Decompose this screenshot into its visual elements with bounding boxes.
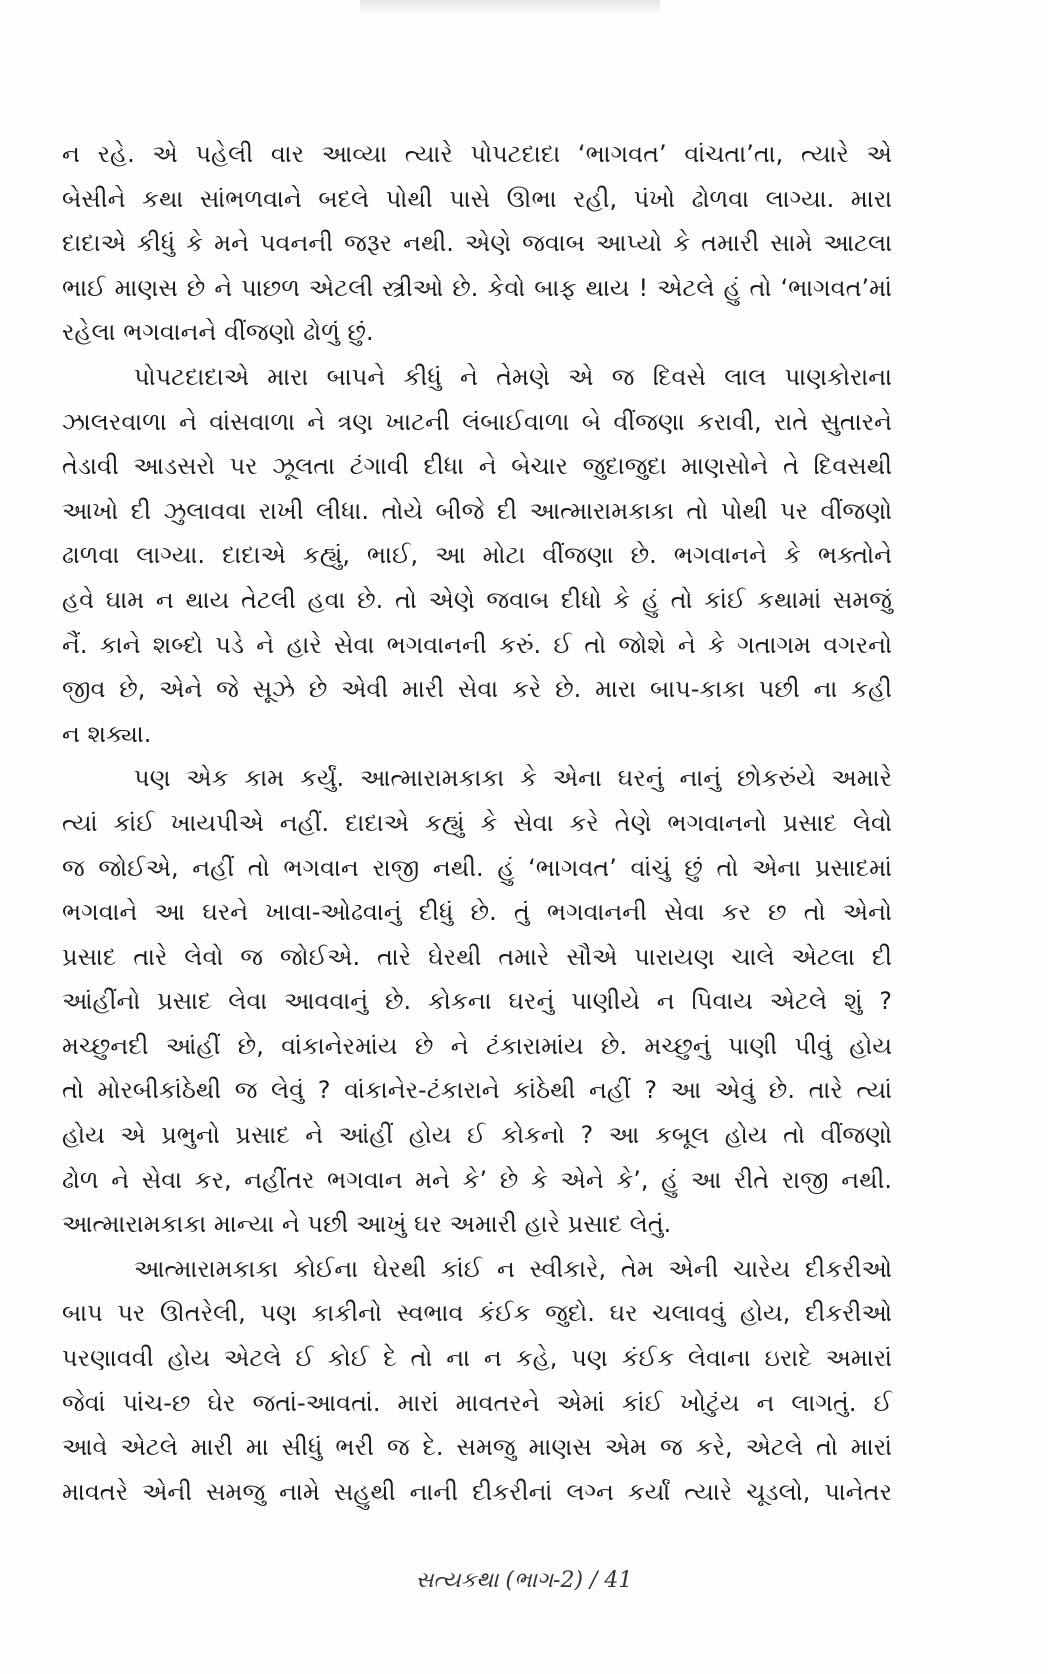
- text-line: નૈં. કાને શબ્દો પડે ને હારે સેવા ભગવાનની કરું. ઈ તો જોશે ને કે ગતાગમ વગરનો: [62, 630, 892, 659]
- text-line: આખો દી ઝુલાવવા રાખી લીધા. તોયે બીજે દી આત્મારામકાકા તો પોથી પર વીંજણો: [62, 496, 892, 525]
- text-line: જેવાં પાંચ-છ ઘેર જતાં-આવતાં. મારાં માવતરને એમાં કાંઈ ખોટુંય ન લાગતું. ઈ: [62, 1388, 892, 1417]
- text-line: મચ્છુનદી આંહીં છે, વાંકાનેરમાંય છે ને ટંકારામાંય છે. મચ્છુનું પાણી પીવું હોય: [62, 1031, 892, 1060]
- text-line: બાપ પર ઊતરેલી, પણ કાકીનો સ્વભાવ કંઈક જુદો. ઘર ચલાવવું હોય, દીકરીઓ: [62, 1299, 892, 1328]
- text-line: આત્મારામકાકા કોઈના ઘેરથી કાંઈ ન સ્વીકારે, તેમ એની ચારેય દીકરીઓ: [134, 1254, 892, 1283]
- text-line: આંહીંનો પ્રસાદ લેવા આવવાનું છે. કોકના ઘરનું પાણીયે ન પિવાય એટલે શું ?: [62, 987, 892, 1016]
- text-line: ઢોળ ને સેવા કર, નહીંતર ભગવાન મને કે’ છે કે એને કે’, હું આ રીતે રાજી નથી.: [62, 1165, 892, 1194]
- text-line: તો મોરબીકાંઠેથી જ લેવું ? વાંકાનેર-ટંકારાને કાંઠેથી નહીં ? આ એવું છે. તારે ત્યાં: [62, 1076, 892, 1105]
- text-line: જ જોઈએ, નહીં તો ભગવાન રાજી નથી. હું ‘ભાગવત’ વાંચું છું તો એના પ્રસાદમાં: [62, 853, 892, 882]
- text-line: ન રહે. એ પહેલી વાર આવ્યા ત્યારે પોપટદાદા ‘ભાગવત’ વાંચતા’તા, ત્યારે એ: [62, 140, 892, 168]
- text-line: પરણાવવી હોય એટલે ઈ કોઈ દે તો ના ન કહે, પણ કંઈક લેવાના ઇરાદે અમારાં: [62, 1344, 893, 1373]
- paragraph-lines: [62, 132, 892, 1514]
- text-line: પોપટદાદાએ મારા બાપને કીધું ને તેમણે એ જ દિવસે લાલ પાણકોરાના: [134, 362, 892, 391]
- text-line: દાદાએ કીધું કે મને પવનની જરૂર નથી. એણે જવાબ આપ્યો કે તમારી સામે આટલા: [62, 229, 892, 258]
- text-line: જીવ છે, એને જે સૂઝે છે એવી મારી સેવા કરે છે. મારા બાપ-કાકા પછી ના કહી: [62, 675, 892, 704]
- text-line: હવે ઘામ ન થાય તેટલી હવા છે. તો એણે જવાબ દીધો કે હું તો કાંઈ કથામાં સમજું: [62, 585, 892, 614]
- text-line: તેડાવી આડસરો પર ઝૂલતા ટંગાવી દીધા ને બેચાર જુદાજુદા માણસોને તે દિવસથી: [62, 452, 892, 481]
- page-body-text: [62, 132, 892, 1514]
- text-line: ત્યાં કાંઈ ખાયપીએ નહીં. દાદાએ કહ્યું કે સેવા કરે તેણે ભગવાનનો પ્રસાદ લેવો: [62, 808, 892, 837]
- text-line: પ્રસાદ તારે લેવો જ જોઈએ. તારે ઘેરથી તમારે સૌએ પારાયણ ચાલે એટલા દી: [62, 942, 892, 971]
- page-footer: સત્યકથા (ભાગ-2) / 41: [415, 1568, 633, 1593]
- text-line: ભગવાને આ ઘરને ખાવા-ઓઢવાનું દીધું છે. તું ભગવાનની સેવા કર છ તો એનો: [62, 898, 892, 927]
- text-line: પણ એક કામ કર્યું. આત્મારામકાકા કે એના ઘરનું નાનું છોકરુંયે અમારે: [134, 764, 892, 793]
- text-line: માવતરે એની સમજુ નામે સહુથી નાની દીકરીનાં લગ્ન કર્યાં ત્યારે ચૂડલો, પાનેતર: [62, 1477, 892, 1506]
- text-line: રહેલા ભગવાનને વીંજણો ઢોળું છું.: [62, 318, 374, 347]
- text-line: ન શક્યા.: [62, 719, 152, 748]
- text-line: આવે એટલે મારી મા સીધું ભરી જ દે. સમજુ માણસ એમ જ કરે, એટલે તો મારાં: [62, 1433, 892, 1462]
- text-line: આત્મારામકાકા માન્યા ને પછી આખું ઘર અમારી હારે પ્રસાદ લેતું.: [62, 1210, 672, 1239]
- scan-shadow: [360, 0, 660, 14]
- text-line: હોય એ પ્રભુનો પ્રસાદ ને આંહીં હોય ઈ કોકનો ? આ કબૂલ હોય તો વીંજણો: [62, 1121, 892, 1150]
- text-line: ઢાળવા લાગ્યા. દાદાએ કહ્યું, ભાઈ, આ મોટા વીંજણા છે. ભગવાનને કે ભક્તોને: [62, 541, 892, 570]
- text-line: ભાઈ માણસ છે ને પાછળ એટલી સ્ત્રીઓ છે. કેવો બાફ થાય ! એટલે હું તો ‘ભાગવત’માં: [62, 273, 892, 302]
- text-line: બેસીને કથા સાંભળવાને બદલે પોથી પાસે ઊભા રહી, પંખો ઢોળવા લાગ્યા. મારા: [62, 184, 892, 213]
- text-line: ઝાલરવાળા ને વાંસવાળા ને ત્રણ ખાટની લંબાઈવાળા બે વીંજણા કરાવી, રાતે સુતારને: [62, 407, 892, 436]
